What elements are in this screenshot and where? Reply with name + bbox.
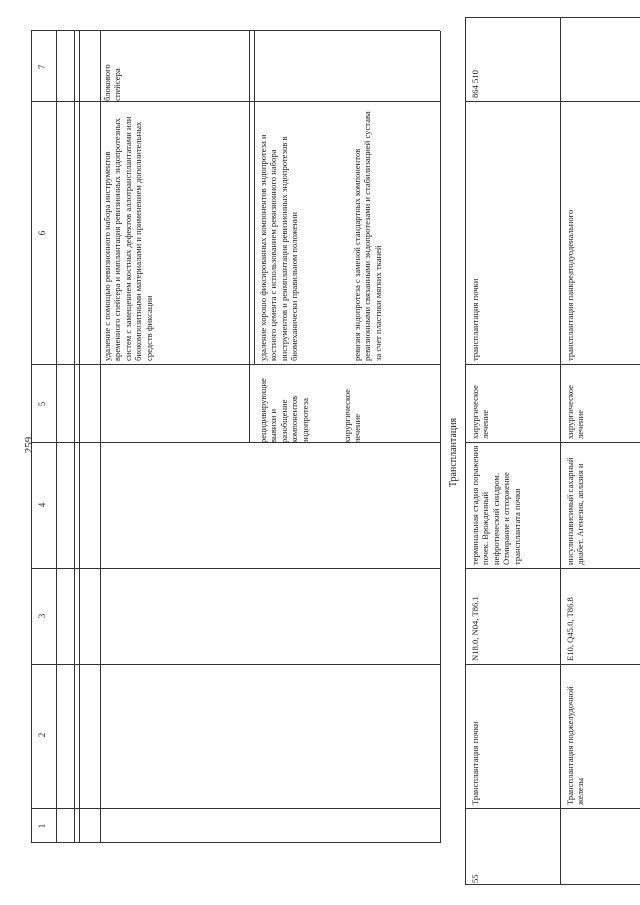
column-number-4: 4: [37, 502, 47, 508]
page-number: 259: [23, 436, 35, 454]
upper-table-right-border: [31, 30, 440, 31]
method-cell: удаление хорошо фиксированных компонентов эндопротеза и костного цемента с использованием ревизионного набора инструментов и реимплантация ревизионных эндопротезов в биомеханически правильном положении: [258, 134, 300, 361]
method-cell: блокового спейсера: [102, 64, 122, 101]
upper-table-line: [100, 31, 101, 843]
lower-table-line: [465, 808, 640, 809]
lower-table-top-border: [465, 18, 466, 885]
treatment-cell: хирургическое лечение: [565, 385, 586, 439]
lower-table-left-border: [465, 884, 640, 885]
row-number: [565, 811, 585, 883]
upper-table-line: [79, 31, 80, 843]
column-number-7: 7: [37, 64, 47, 70]
row-number: 55: [470, 874, 480, 883]
codes-cell: N18.0, N04, T86.1: [470, 596, 480, 661]
column-number-5: 5: [37, 401, 47, 407]
upper-table-bottom-border: [440, 31, 441, 843]
lower-table-line: [465, 364, 640, 365]
treatment-cell: хирургическое лечение: [342, 389, 363, 443]
lower-table-line: [560, 18, 561, 885]
upper-table-line: [31, 101, 440, 102]
treatment-cell: хирургическое лечение: [470, 385, 491, 439]
name-cell: Трансплантация почки: [470, 721, 480, 805]
name-cell: Трансплантация поджелудочной железы: [565, 686, 586, 805]
lower-table-line: [465, 664, 640, 665]
model-cell: инсулинзависимый сахарный диабет. Агенезия, аплазия и: [565, 457, 586, 565]
section-title: Трансплантация: [448, 417, 459, 488]
upper-table-line: [31, 568, 440, 569]
upper-table-left-border: [31, 842, 440, 843]
column-number-2: 2: [37, 732, 47, 738]
cost-cell: 864 510: [470, 70, 480, 98]
column-number-1: 1: [37, 823, 47, 829]
upper-table-top-border: [31, 31, 32, 843]
upper-table-line: [254, 31, 255, 365]
codes-cell: E10, Q45.0, T86.8: [565, 597, 575, 661]
upper-table-header-border: [56, 31, 57, 843]
lower-table-line: [465, 101, 640, 102]
method-cell: удаление с помощью ревизионного набора инструментов временного спейсера и имплантация ревизионных эндопротезных систем с замещением костных дефектов аллотрансплантатами или биокомпозитными материалами и применением дополнительных средств фиксации: [102, 116, 154, 361]
lower-table-line: [465, 442, 640, 443]
model-cell: рецидивирующие вывихи и разобщение компонентов эндопротеза: [258, 378, 310, 443]
upper-table-line: [74, 31, 75, 843]
model-cell: терминальная стадия поражения почек. Врожденный нефротический синдром. Отмирание и отторжение трансплантата почки: [470, 445, 522, 565]
upper-table-line: [31, 442, 440, 443]
method-cell: трансплантация панкреатодуоденального: [565, 209, 575, 361]
method-cell: трансплантация почки: [470, 278, 480, 361]
lower-table-right-border: [465, 17, 640, 18]
upper-table-line: [31, 664, 440, 665]
lower-table-line: [465, 568, 640, 569]
upper-table-line: [31, 364, 440, 365]
column-number-3: 3: [37, 613, 47, 619]
column-number-6: 6: [37, 230, 47, 236]
method-cell: ревизия эндопротеза с заменой стандартных компонентов ревизионными связанными эндопротезами и стабилизацией сустава за счет пластики мягких тканей: [352, 111, 383, 361]
upper-table-line: [249, 31, 250, 443]
upper-table-line: [31, 808, 440, 809]
